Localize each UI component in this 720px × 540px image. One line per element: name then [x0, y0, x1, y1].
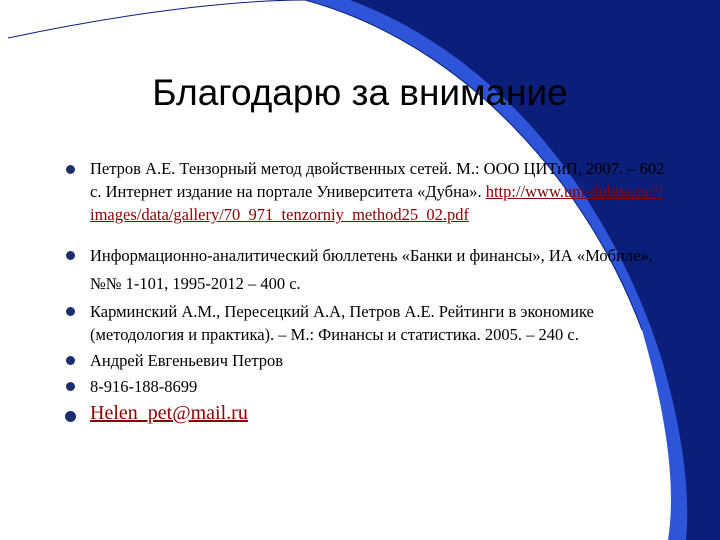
- email-link[interactable]: Helen_pet@mail.ru: [90, 402, 248, 424]
- reference-list: [66, 157, 666, 425]
- bullet-icon: [65, 411, 76, 422]
- reference-text: Петров А.Е. Тензорный метод двойственных сетей. М.: ООО ЦИТиП, 2007. – 602 с. Интернет издание на портале Университета «Дубна».: [90, 159, 665, 201]
- list-item: [66, 300, 666, 346]
- bullet-icon: [66, 165, 75, 174]
- list-item-text: Андрей Евгеньевич Петров: [90, 351, 284, 370]
- list-item: [66, 375, 666, 398]
- list-item-text: 8-916-188-8699: [90, 377, 198, 396]
- bullet-icon: [66, 307, 75, 316]
- list-item-text: Карминский А.М., Пересецкий А.А, Петров А.Е. Рейтинги в экономике (методология и практика). – М.: Финансы и статистика. 2005. – 240 с.: [90, 302, 594, 344]
- reference-link[interactable]: http://www.uni-dubna.ru///images/data/gallery/70_971_tenzorniy_method25_02.pdf: [90, 182, 663, 224]
- list-item-text: Информационно-аналитический бюллетень «Банки и финансы», ИА «Мобиле», №№ 1-101, 1995-2012 – 400 с.: [90, 246, 653, 293]
- slide-title: Благодарю за внимание: [152, 72, 568, 113]
- bullet-icon: [66, 251, 75, 260]
- bullet-icon: [66, 356, 75, 365]
- list-item: [66, 349, 666, 372]
- list-item-text: [90, 157, 666, 226]
- swoosh-edge-line: [8, 0, 305, 38]
- list-item: [66, 242, 666, 298]
- list-item: [66, 157, 666, 226]
- list-item: [66, 402, 666, 425]
- bullet-icon: [66, 382, 75, 391]
